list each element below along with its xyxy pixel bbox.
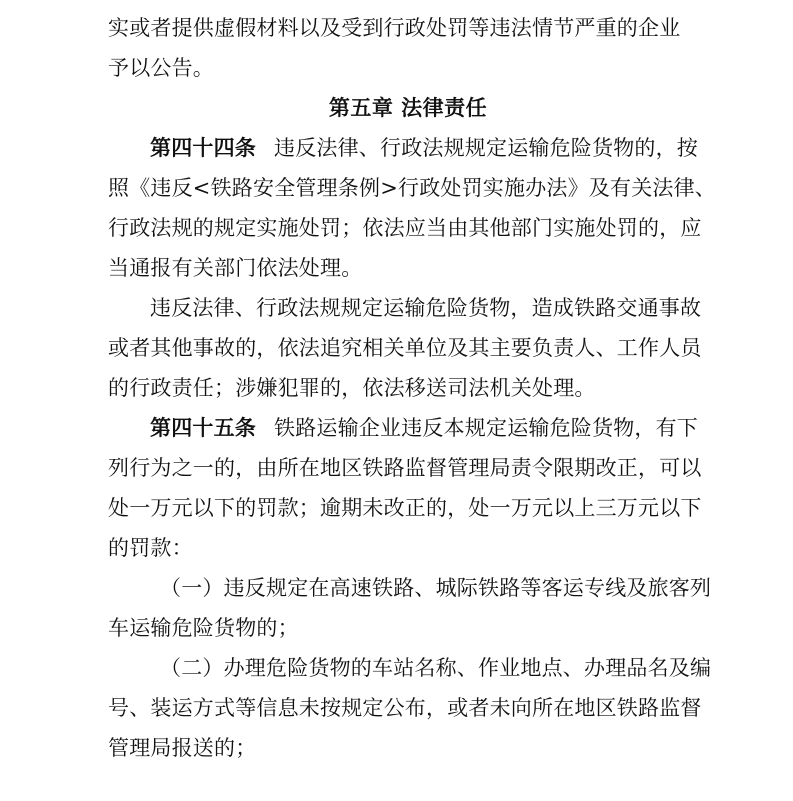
chapter-heading: 第五章 法律责任: [328, 96, 488, 120]
list-item-line: （二）办理危险货物的车站名称、作业地点、办理品名及编: [160, 656, 712, 680]
text-line: 管理局报送的；: [108, 736, 257, 760]
article-text: 违反法律、行政法规规定运输危险货物的，按: [274, 136, 698, 160]
text-line: 的行政责任；涉嫌犯罪的，依法移送司法机关处理。: [108, 376, 596, 400]
text-line: 照《违反<铁路安全管理条例>行政处罚实施办法》及有关法律、: [108, 176, 716, 200]
text-line: 列行为之一的，由所在地区铁路监督管理局责令限期改正，可以: [108, 456, 702, 480]
article-45-line: [108, 408, 708, 448]
text-line: 车运输危险货物的；: [108, 616, 299, 640]
text-line: 予以公告。: [108, 56, 214, 80]
article-label: 第四十四条: [150, 136, 256, 160]
text-line: 的罚款：: [108, 536, 193, 560]
text-line: 或者其他事故的，依法追究相关单位及其主要负责人、工作人员: [108, 336, 702, 360]
text-line: 号、装运方式等信息未按规定公布，或者未向所在地区铁路监督: [108, 696, 702, 720]
document-body: [108, 8, 716, 768]
article-44-line: [108, 128, 708, 168]
article-label: 第四十五条: [150, 416, 256, 440]
article-text: 铁路运输企业违反本规定运输危险货物，有下: [274, 416, 698, 440]
text-line: 实或者提供虚假材料以及受到行政处罚等违法情节严重的企业: [108, 16, 681, 40]
text-line: 行政法规的规定实施处罚；依法应当由其他部门实施处罚的，应: [108, 216, 702, 240]
list-item-line: （一）违反规定在高速铁路、城际铁路等客运专线及旅客列: [160, 576, 712, 600]
text-line: 当通报有关部门依法处理。: [108, 256, 363, 280]
text-line: 处一万元以下的罚款；逾期未改正的，处一万元以上三万元以下: [108, 496, 702, 520]
paragraph-line: 违反法律、行政法规规定运输危险货物，造成铁路交通事故: [150, 296, 702, 320]
